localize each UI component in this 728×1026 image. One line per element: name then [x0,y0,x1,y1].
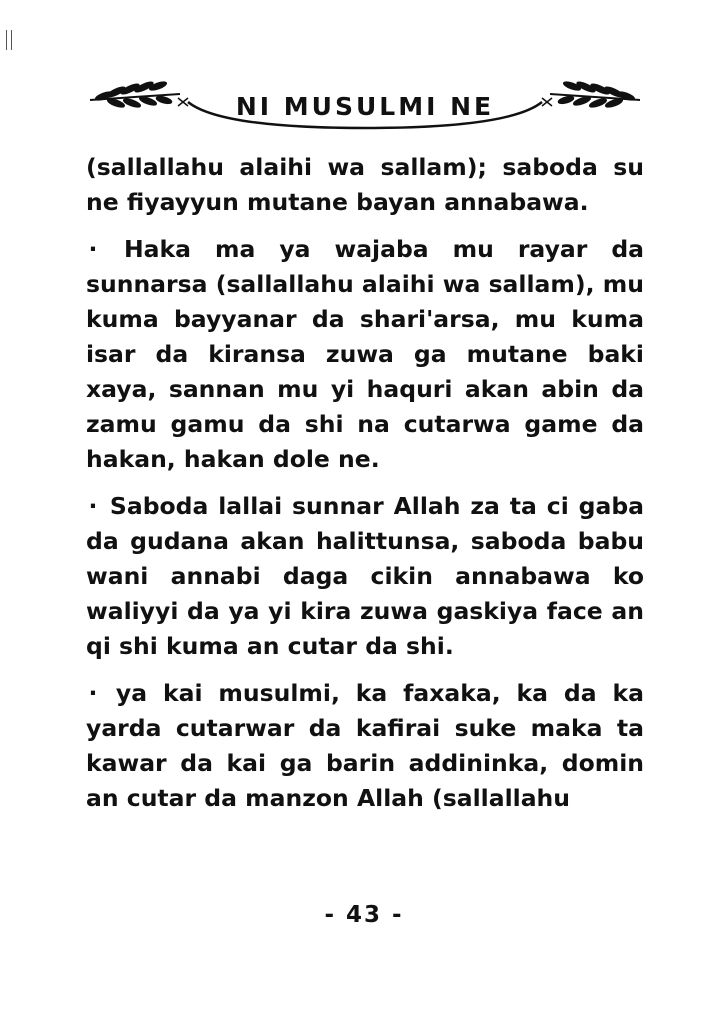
paragraph-text: ya kai musulmi, ka faxaka, ka da ka yarda cutarwar da kafirai suke maka ta kawar da kai ga barin addininka, domin an cutar da manzon Allah (sallallahu [86,679,644,812]
paragraph-text: (sallallahu alaihi wa sallam); saboda su ne fiyayyun mutane bayan annabawa. [86,153,644,216]
paragraph-text: Saboda lallai sunnar Allah za ta ci gaba da gudana akan halittunsa, saboda babu wani annabi daga cikin annabawa ko waliyyi da ya yi kira zuwa gaskiya face an qi shi kuma an cutar da shi. [86,492,645,660]
page-edge-mark [6,30,12,50]
bullet-dot: · [88,235,98,263]
page-title: NI MUSULMI NE [235,92,495,121]
bullet-paragraph [86,489,644,664]
paragraph [86,150,644,220]
bullet-paragraph [86,676,644,816]
page-number: - 43 - [324,902,404,928]
bullet-paragraph [86,232,644,477]
bullet-dot: · [88,492,98,520]
bullet-dot: · [88,679,98,707]
page-header [80,70,650,140]
page-body [86,150,644,828]
paragraph-text: Haka ma ya wajaba mu rayar da sunnarsa (sallallahu alaihi wa sallam), mu kuma bayyanar da shari'arsa, mu kuma isar da kiransa zuwa ga mutane baki xaya, sannan mu yi haquri akan abin da zamu gamu da shi na cutarwa game da hakan, hakan dole ne. [86,235,645,473]
